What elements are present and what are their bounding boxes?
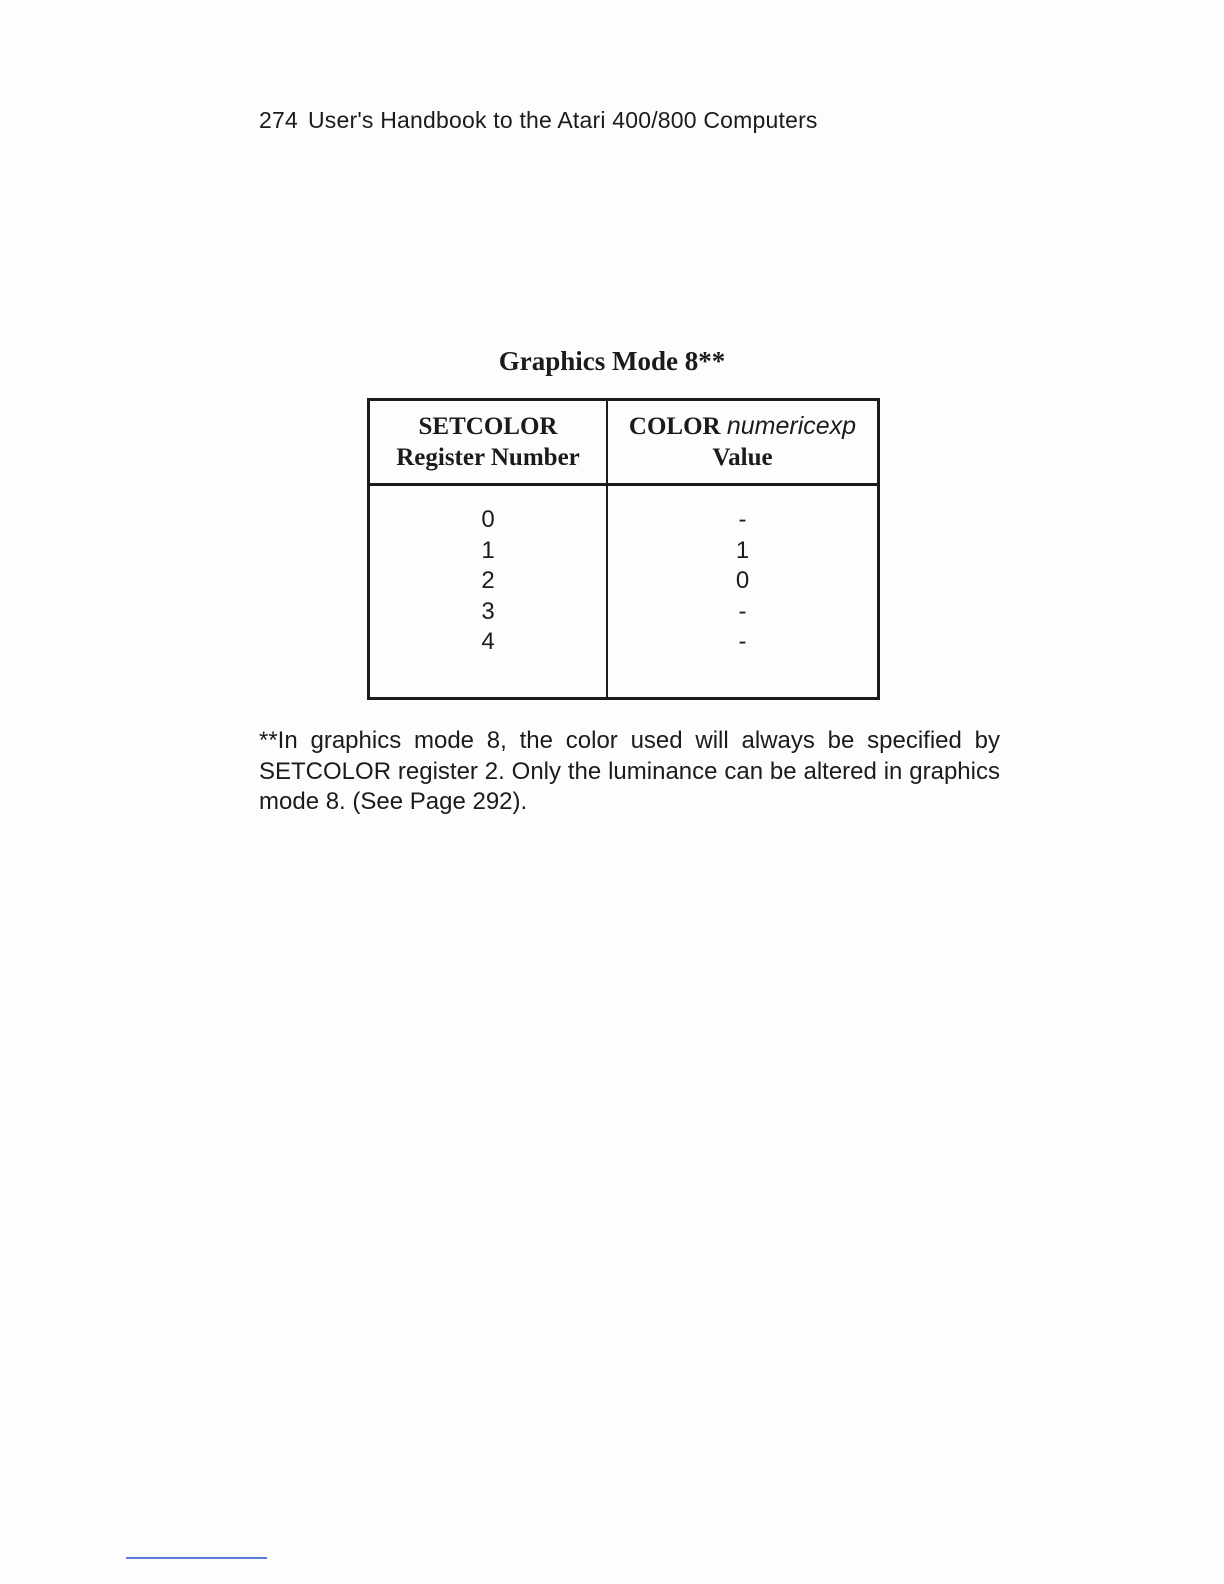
register-cell: 2 <box>481 567 495 594</box>
bottom-rule <box>126 1557 267 1559</box>
table-title: Graphics Mode 8** <box>498 346 726 376</box>
running-head <box>259 107 818 134</box>
book-title: User's Handbook to the Atari 400/800 Computers <box>307 107 818 133</box>
header-color-value <box>608 411 877 473</box>
value-cell: - <box>738 597 747 625</box>
register-cell: 0 <box>481 506 495 533</box>
header-register-line2: Register Number <box>396 444 580 471</box>
register-cell: 3 <box>481 597 495 625</box>
header-rule <box>370 483 877 486</box>
setcolor-table <box>367 398 880 700</box>
page-number: 274 <box>259 107 298 133</box>
header-value-line2: Value <box>712 444 773 471</box>
value-cell: 0 <box>735 567 750 594</box>
register-cell: 4 <box>481 628 495 655</box>
value-cell: - <box>738 506 747 533</box>
register-column <box>370 505 606 658</box>
header-register-line1: SETCOLOR <box>418 413 558 440</box>
header-color-bold: COLOR <box>628 413 721 440</box>
register-cell: 1 <box>481 536 495 564</box>
header-color-italic: numericexp <box>726 412 857 440</box>
footnote: **In graphics mode 8, the color used will always be specified by SETCOLOR register 2. Only the luminance can be altered in graphics mode 8. (See Page 292). <box>259 727 1000 815</box>
value-column <box>608 505 877 658</box>
value-cell: - <box>738 628 747 655</box>
header-register-number <box>370 411 606 473</box>
value-cell: 1 <box>735 536 750 564</box>
